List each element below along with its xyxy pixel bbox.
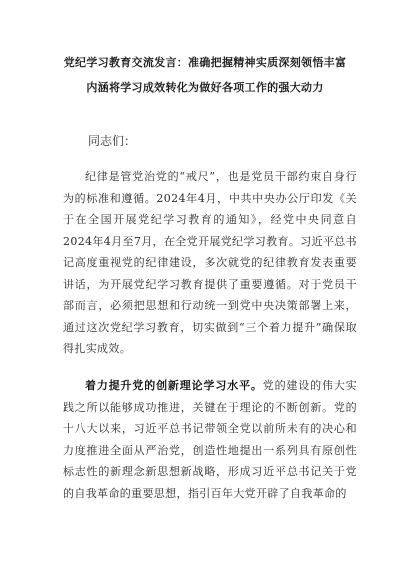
salutation: 同志们： (88, 134, 137, 148)
document-title-line-2: 内涵将学习成效转化为做好各项工作的强大动力 (86, 81, 324, 94)
document-title-line-1: 党纪学习教育交流发言：准确把握精神实质深刻领悟丰富 (63, 56, 347, 69)
paragraph-section-1 (63, 375, 357, 504)
section-1-body: 党的建设的伟大实践之所以能够成功推进，关键在于理论的不断创新。党的十八大以来，习近平总书记带领全党以前所未有的决心和力度推进全面从严治党，创造性地提出一系列具有原创性标志性的新理念新思想新战略，形成习近平总书记关于党的自我革命的重要思想，指引百年大党开辟了自我革命的 (63, 379, 357, 500)
section-1-heading: 着力提升党的创新理论学习水平。 (85, 379, 263, 392)
paragraph-intro: 纪律是管党治党的“戒尺”，也是党员干部约束自身行为的标准和遵循。2024年4月，中共中央办公厅印发《关于在全国开展党纪学习教育的通知》，经党中央同意自2024年4月至7月，在全党开展党纪学习教育。习近平总书记高度重视党的纪律建设，多次就党的纪律教育发表重要讲话，为开展党纪学习教育提供了重要遵循。对于党员干部而言，必须把思想和行动统一到党中央决策部署上来，通过这次党纪学习教育，切实做到“三个着力提升”确保取得扎实成效。 (63, 170, 357, 355)
